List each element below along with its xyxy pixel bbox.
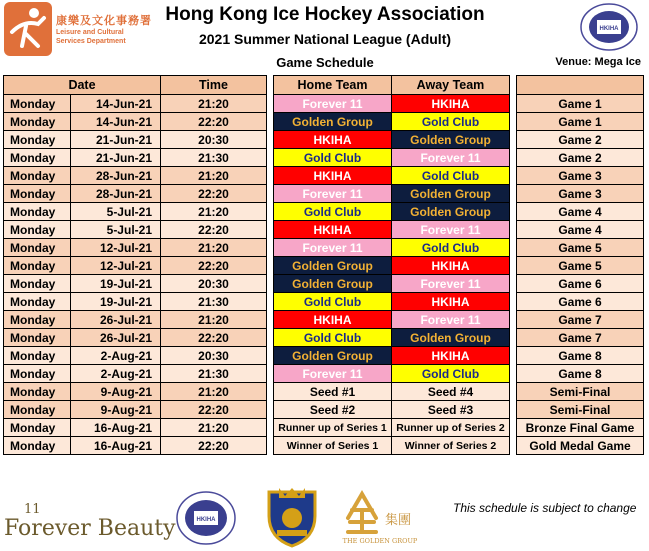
date-cell: 16-Aug-21 [71,437,161,455]
date-cell: 9-Aug-21 [71,401,161,419]
home-team-cell: Forever 11 [274,95,392,113]
spacer-cell [267,239,274,257]
page-subtitle: 2021 Summer National League (Adult) [198,31,452,47]
spacer-cell [510,149,517,167]
game-cell: Game 8 [517,347,644,365]
gold-club-crest-icon [263,486,321,548]
venue-label: Venue: Mega Ice [555,56,641,68]
spacer-cell [267,149,274,167]
lcsd-logo [4,2,152,56]
game-cell: Game 7 [517,311,644,329]
table-row [4,185,644,203]
home-team-cell: Runner up of Series 1 [274,419,392,437]
day-cell: Monday [4,113,71,131]
table-row [4,239,644,257]
away-team-cell: HKIHA [392,347,510,365]
spacer-cell [510,383,517,401]
day-cell: Monday [4,419,71,437]
day-cell: Monday [4,185,71,203]
spacer-cell [267,185,274,203]
game-cell: Game 5 [517,239,644,257]
date-cell: 5-Jul-21 [71,203,161,221]
table-row [4,311,644,329]
spacer-cell [510,293,517,311]
table-row [4,329,644,347]
date-cell: 14-Jun-21 [71,113,161,131]
date-cell: 5-Jul-21 [71,221,161,239]
page-title: Hong Kong Ice Hockey Association [165,4,485,25]
home-team-cell: HKIHA [274,131,392,149]
spacer-cell [267,293,274,311]
table-row [4,347,644,365]
day-cell: Monday [4,383,71,401]
time-cell: 21:20 [161,167,267,185]
away-team-cell: Golden Group [392,185,510,203]
game-cell: Game 2 [517,149,644,167]
table-row [4,221,644,239]
away-team-cell: HKIHA [392,293,510,311]
time-cell: 22:20 [161,437,267,455]
table-row [4,95,644,113]
away-team-cell: Forever 11 [392,149,510,167]
forever-beauty-wordmark: Forever Beauty [4,516,176,541]
date-cell: 2-Aug-21 [71,365,161,383]
day-cell: Monday [4,95,71,113]
lcsd-logo-icon [4,2,52,56]
day-cell: Monday [4,311,71,329]
spacer-cell [267,419,274,437]
away-team-cell: Winner of Series 2 [392,437,510,455]
table-row [4,257,644,275]
game-cell: Game 6 [517,293,644,311]
lcsd-name-en: Leisure and Cultural Services Department [56,29,126,45]
game-cell: Game 7 [517,329,644,347]
table-row [4,167,644,185]
spacer-cell [510,167,517,185]
day-cell: Monday [4,149,71,167]
away-team-cell: Forever 11 [392,311,510,329]
away-team-cell: Golden Group [392,329,510,347]
date-cell: 19-Jul-21 [71,275,161,293]
away-team-cell: Gold Club [392,365,510,383]
spacer-cell [267,275,274,293]
home-team-column-header: Home Team [274,76,392,95]
day-cell: Monday [4,167,71,185]
time-cell: 20:30 [161,275,267,293]
game-cell: Game 4 [517,221,644,239]
away-team-column-header: Away Team [392,76,510,95]
date-cell: 12-Jul-21 [71,239,161,257]
svg-text:THE GOLDEN GROUP: THE GOLDEN GROUP [342,537,418,545]
game-cell: Game 4 [517,203,644,221]
time-column-header: Time [161,76,267,95]
lcsd-name-zh: 康樂及文化事務署 [56,15,152,27]
time-cell: 21:20 [161,383,267,401]
date-cell: 19-Jul-21 [71,293,161,311]
time-cell: 21:30 [161,149,267,167]
svg-text:HKIHA: HKIHA [599,26,619,32]
date-cell: 16-Aug-21 [71,419,161,437]
spacer-cell [267,95,274,113]
spacer-cell [510,239,517,257]
away-team-cell: Seed #4 [392,383,510,401]
date-cell: 26-Jul-21 [71,329,161,347]
day-cell: Monday [4,275,71,293]
time-cell: 22:20 [161,113,267,131]
game-cell: Game 1 [517,113,644,131]
game-cell: Game 3 [517,167,644,185]
home-team-cell: Golden Group [274,257,392,275]
day-cell: Monday [4,293,71,311]
hkiha-logo-icon [579,2,639,52]
away-team-cell: Runner up of Series 2 [392,419,510,437]
time-cell: 22:20 [161,329,267,347]
spacer-cell [510,329,517,347]
day-cell: Monday [4,257,71,275]
spacer-cell [510,347,517,365]
table-row [4,437,644,455]
game-cell: Semi-Final [517,383,644,401]
spacer-cell [510,311,517,329]
spacer-cell [267,437,274,455]
game-cell: Game 5 [517,257,644,275]
home-team-cell: Gold Club [274,293,392,311]
hkiha-logo-icon [175,490,237,546]
time-cell: 21:20 [161,203,267,221]
day-cell: Monday [4,221,71,239]
schedule-table [3,75,644,455]
spacer-cell [267,257,274,275]
date-cell: 28-Jun-21 [71,167,161,185]
game-cell: Game 2 [517,131,644,149]
home-team-cell: Forever 11 [274,239,392,257]
time-cell: 21:20 [161,419,267,437]
table-row [4,419,644,437]
schedule-body [4,95,644,455]
time-cell: 21:20 [161,95,267,113]
away-team-cell: Forever 11 [392,221,510,239]
home-team-cell: Seed #2 [274,401,392,419]
spacer-cell [267,329,274,347]
game-cell: Bronze Final Game [517,419,644,437]
table-row [4,149,644,167]
game-cell: Semi-Final [517,401,644,419]
home-team-cell: Golden Group [274,275,392,293]
spacer-cell [510,365,517,383]
day-cell: Monday [4,401,71,419]
page-footer [0,486,649,551]
time-cell: 22:20 [161,257,267,275]
game-column-header [517,76,644,95]
away-team-cell: HKIHA [392,257,510,275]
home-team-cell: Forever 11 [274,185,392,203]
home-team-cell: Gold Club [274,329,392,347]
day-cell: Monday [4,203,71,221]
away-team-cell: Gold Club [392,113,510,131]
spacer-cell [510,419,517,437]
game-cell: Game 1 [517,95,644,113]
spacer-cell [267,365,274,383]
spacer-cell [267,221,274,239]
date-cell: 28-Jun-21 [71,185,161,203]
home-team-cell: HKIHA [274,221,392,239]
table-row [4,365,644,383]
time-cell: 21:20 [161,239,267,257]
away-team-cell: Seed #3 [392,401,510,419]
time-cell: 22:20 [161,401,267,419]
time-cell: 21:30 [161,293,267,311]
away-team-cell: Golden Group [392,203,510,221]
home-team-cell: Winner of Series 1 [274,437,392,455]
spacer-cell [267,347,274,365]
spacer-cell [267,383,274,401]
home-team-cell: HKIHA [274,167,392,185]
game-cell: Game 6 [517,275,644,293]
date-cell: 21-Jun-21 [71,131,161,149]
spacer-cell [510,221,517,239]
table-row [4,401,644,419]
home-team-cell: Gold Club [274,149,392,167]
home-team-cell: Golden Group [274,347,392,365]
date-column-header: Date [4,76,161,95]
home-team-cell: Gold Club [274,203,392,221]
page-header [0,0,649,72]
spacer-cell [510,203,517,221]
day-cell: Monday [4,365,71,383]
time-cell: 21:20 [161,311,267,329]
day-cell: Monday [4,131,71,149]
golden-group-logo-icon [340,488,420,546]
day-cell: Monday [4,347,71,365]
schedule-change-note: This schedule is subject to change [453,501,637,515]
table-row [4,131,644,149]
away-team-cell: Golden Group [392,131,510,149]
time-cell: 22:20 [161,221,267,239]
date-cell: 21-Jun-21 [71,149,161,167]
time-cell: 22:20 [161,185,267,203]
spacer-cell [510,275,517,293]
spacer-cell [267,113,274,131]
spacer-cell [267,203,274,221]
table-row [4,383,644,401]
away-team-cell: Forever 11 [392,275,510,293]
away-team-cell: HKIHA [392,95,510,113]
spacer-cell [510,131,517,149]
game-cell: Gold Medal Game [517,437,644,455]
date-cell: 2-Aug-21 [71,347,161,365]
date-cell: 14-Jun-21 [71,95,161,113]
spacer-cell [510,257,517,275]
forever-beauty-number: 11 [24,502,41,517]
svg-text:HKIHA: HKIHA [196,517,216,523]
spacer-cell [510,437,517,455]
day-cell: Monday [4,329,71,347]
date-cell: 9-Aug-21 [71,383,161,401]
spacer-cell [267,167,274,185]
spacer-cell [510,185,517,203]
spacer-cell [510,401,517,419]
home-team-cell: Forever 11 [274,365,392,383]
date-cell: 26-Jul-21 [71,311,161,329]
table-row [4,203,644,221]
day-cell: Monday [4,437,71,455]
spacer-cell [267,131,274,149]
table-header-row [4,76,644,95]
game-cell: Game 3 [517,185,644,203]
spacer-cell [267,401,274,419]
table-row [4,275,644,293]
time-cell: 21:30 [161,365,267,383]
spacer-cell [510,113,517,131]
spacer-cell [267,311,274,329]
day-cell: Monday [4,239,71,257]
table-row [4,113,644,131]
schedule-title: Game Schedule [276,55,374,70]
home-team-cell: Seed #1 [274,383,392,401]
time-cell: 20:30 [161,347,267,365]
game-cell: Game 8 [517,365,644,383]
away-team-cell: Gold Club [392,167,510,185]
home-team-cell: Golden Group [274,113,392,131]
date-cell: 12-Jul-21 [71,257,161,275]
home-team-cell: HKIHA [274,311,392,329]
time-cell: 20:30 [161,131,267,149]
table-row [4,293,644,311]
svg-text:集團: 集團 [384,513,412,528]
away-team-cell: Gold Club [392,239,510,257]
spacer-cell [510,95,517,113]
